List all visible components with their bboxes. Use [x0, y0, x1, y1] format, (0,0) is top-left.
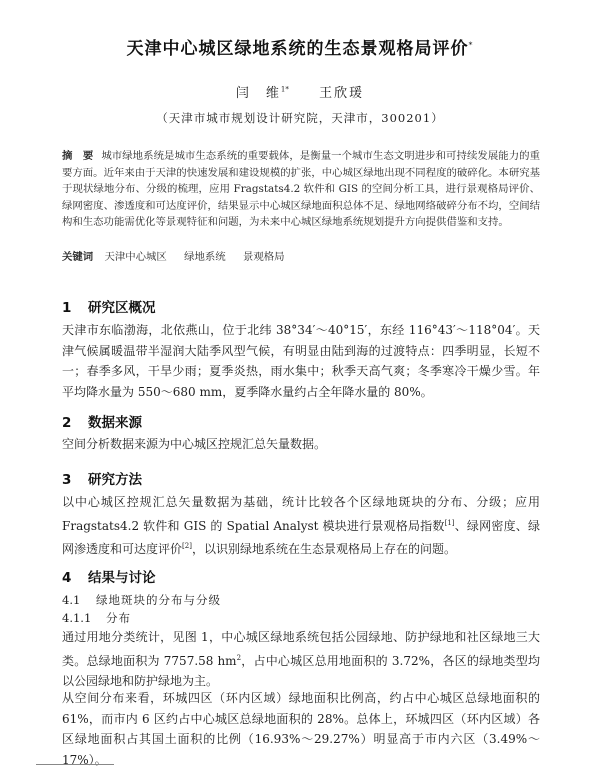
keywords	[62, 249, 540, 265]
citation-ref: [2]	[182, 542, 192, 550]
author-name: 王欣瑗	[319, 86, 365, 101]
section-heading	[62, 468, 142, 488]
results-paragraph	[62, 627, 540, 692]
unit-superscript: 2	[236, 653, 242, 662]
title-footnote-mark: *	[468, 40, 474, 50]
results-text-1: 通过用地分类统计，见图 1，中心城区绿地系统包括公园绿地、防护绿地和社区绿地三大类。总绿地面积为 7757.58 hm	[62, 630, 540, 668]
keywords-label: 关键词	[62, 251, 94, 263]
author-mark: 1*	[280, 85, 289, 94]
section-number: 4	[62, 570, 72, 586]
section-paragraph: 空间分析数据来源为中心城区控规汇总矢量数据。	[62, 437, 327, 451]
abstract-label: 摘 要	[62, 150, 94, 162]
affiliation: （天津市城市规划设计研究院，天津市，300201）	[156, 111, 444, 125]
author-line	[0, 82, 600, 101]
section-title: 研究区概况	[88, 300, 156, 316]
author-name: 闫 维	[235, 86, 281, 101]
keyword: 绿地系统	[184, 251, 226, 263]
subsection-heading	[62, 592, 221, 608]
section-heading	[62, 411, 142, 431]
method-text-3: ，以识别绿地系统在生态景观格局上存在的问题。	[191, 542, 456, 556]
section-paragraph	[62, 492, 540, 560]
subsubsection-heading	[62, 610, 131, 626]
results-paragraph: 从空间分布来看，环城四区（环内区域）绿地面积比例高，约占中心城区总绿地面积的 61%，而市内 6 区约占中心城区总绿地面积的 28%。总体上，环城四区（环内区域）各区绿地面积占其国土面积的比例（16.93%～29.27%）明显高于市内六区（3.49%～17%）。	[62, 691, 540, 767]
section-number: 1	[62, 300, 72, 316]
section-title: 结果与讨论	[88, 570, 156, 586]
keyword: 景观格局	[243, 251, 285, 263]
abstract	[62, 148, 540, 231]
subsection-title: 绿地斑块的分布与分级	[96, 593, 221, 607]
subsubsection-number: 4.1.1	[62, 611, 92, 625]
results-text-2: ，占中心城区总用地面积的 3.72%，各区的绿地类型均以公园绿地和防护绿地为主。	[62, 653, 540, 688]
section-title: 数据来源	[88, 415, 142, 431]
abstract-text: 城市绿地系统是城市生态系统的重要载体，是衡量一个城市生态文明进步和可持续发展能力的重要方面。近年来由于天津的快速发展和建设规模的扩张，中心城区绿地出现不同程度的破碎化。本研究基于现状绿地分布、分级的梳理，应用 Fragstats4.2 软件和 GIS 的空间分析工具，进行景观格局评价、绿网密度、渗透度和可达度评价，结果显示中心城区绿地面积总体不足、绿地网络破碎分布不均，空间结构和生态功能需优化等景观特征和问题，为未来中心城区绿地系统规划提升方向提供借鉴和支持。	[62, 150, 541, 229]
method-text-2: 、绿网密度、绿网渗透度和可达度评价	[62, 518, 540, 556]
section-heading	[62, 296, 156, 316]
section-number: 2	[62, 415, 72, 431]
method-text-1: 以中心城区控规汇总矢量数据为基础，统计比较各个区绿地斑块的分布、分级；应用 Fragstats4.2 软件和 GIS 的 Spatial Analyst 模块进行景观格局指数	[62, 495, 540, 533]
section-title: 研究方法	[88, 472, 142, 488]
section-paragraph: 天津市东临渤海，北依燕山，位于北纬 38°34′～40°15′，东经 116°43′～118°04′。天津气候属暖温带半湿润大陆季风型气候，有明显由陆到海的过渡特点：四季明显，长短不一；春季多风，干旱少雨；夏季炎热，雨水集中；秋季天高气爽；冬季寒冷干燥少雪。年平均降水量为 550～680 mm，夏季降水量约占全年降水量的 80%。	[62, 323, 540, 399]
citation-ref: [1]	[444, 518, 455, 527]
section-heading	[62, 566, 156, 586]
footnote-divider	[36, 764, 114, 765]
subsection-number: 4.1	[62, 593, 81, 607]
keyword: 天津中心城区	[104, 251, 167, 263]
section-number: 3	[62, 472, 72, 488]
paper-title	[0, 34, 600, 59]
title-text: 天津中心城区绿地系统的生态景观格局评价	[126, 39, 469, 59]
subsubsection-title: 分布	[106, 611, 131, 625]
